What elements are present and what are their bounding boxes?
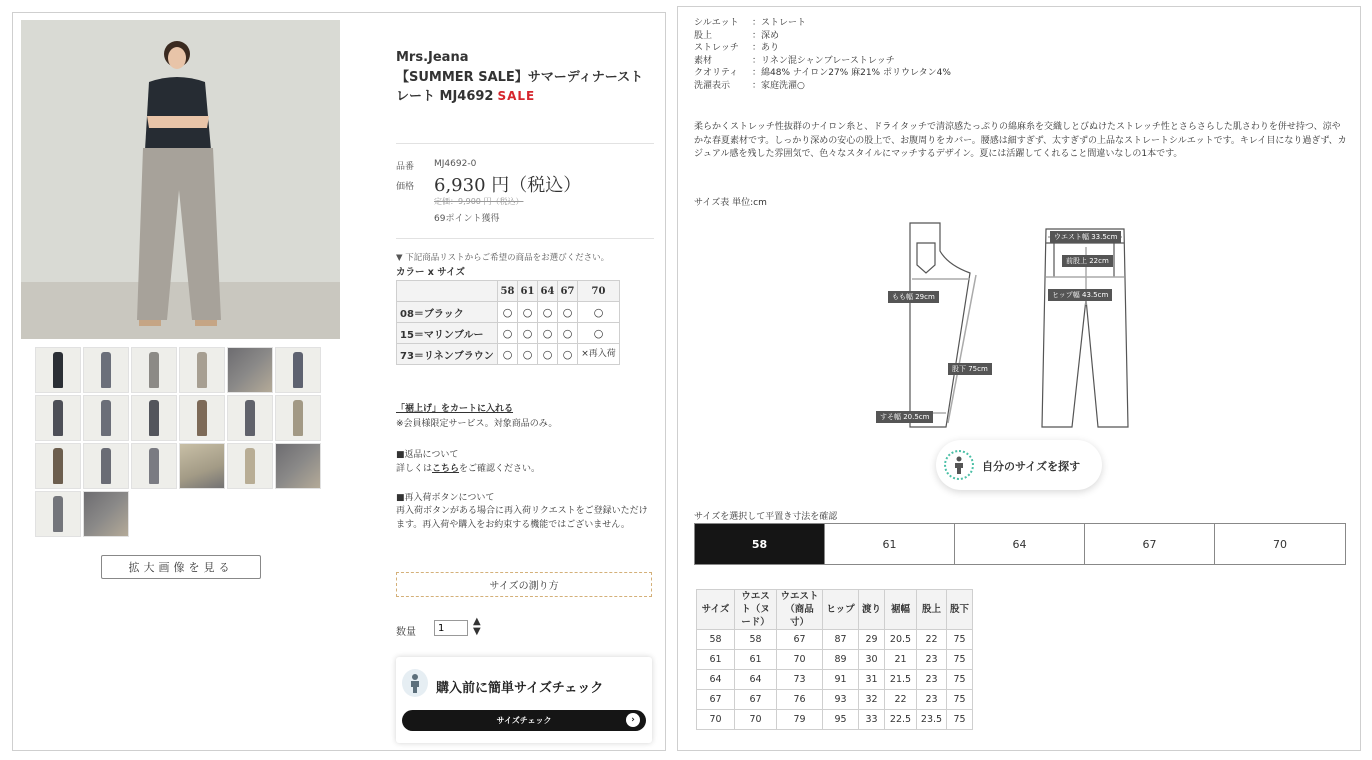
price: 6,930 円（税込） [434, 175, 582, 196]
find-my-size-label: 自分のサイズを探す [982, 460, 1081, 473]
table-cell: 21.5 [885, 670, 917, 690]
table-cell: 20.5 [885, 630, 917, 650]
table-cell: 73 [777, 670, 823, 690]
thumbnail-figure [245, 400, 255, 436]
table-cell: 95 [823, 710, 859, 730]
table-cell: 61 [697, 650, 735, 670]
spec-value: ：ストレート [752, 18, 807, 28]
stock-option[interactable]: ○ [498, 323, 518, 344]
spec-row [694, 42, 951, 55]
size-guide-button[interactable]: サイズの測り方 [396, 572, 652, 597]
divider [396, 143, 654, 144]
find-my-size-button[interactable] [936, 440, 1102, 490]
thumbnail-grid [35, 347, 325, 537]
person-icon [402, 669, 428, 697]
table-cell: 75 [947, 670, 973, 690]
stock-option[interactable]: ○ [578, 302, 620, 323]
size-tabs [694, 523, 1346, 565]
size-table [696, 589, 973, 730]
thumbnail[interactable] [35, 347, 81, 393]
matrix-row [397, 344, 620, 365]
sku-row [396, 159, 477, 172]
thumbnail[interactable] [275, 443, 321, 489]
spec-value: ：家庭洗濯○ [752, 80, 805, 91]
table-cell: 75 [947, 710, 973, 730]
thumbnail-figure [293, 400, 303, 436]
table-cell: 21 [885, 650, 917, 670]
table-cell: 89 [823, 650, 859, 670]
table-cell: 70 [697, 710, 735, 730]
spec-row [694, 80, 951, 93]
table-cell: 22 [917, 630, 947, 650]
size-table-header: 渡り [859, 590, 885, 630]
size-tab[interactable]: 64 [955, 524, 1085, 564]
size-tab[interactable]: 70 [1215, 524, 1345, 564]
hem-link[interactable]: 「裾上げ」をカートに入れる [396, 404, 514, 414]
table-cell: 67 [777, 630, 823, 650]
person-icon [944, 450, 974, 480]
stock-option[interactable]: ○ [558, 344, 578, 365]
spec-key: 素材 [694, 55, 713, 66]
sku-label: 品番 [396, 162, 415, 172]
table-cell: 64 [735, 670, 777, 690]
color-name: 08＝ブラック [397, 302, 498, 323]
size-check-card [396, 657, 652, 743]
thumbnail-figure [53, 352, 63, 388]
table-cell: 22.5 [885, 710, 917, 730]
size-check-label: サイズチェック [496, 716, 552, 725]
stock-matrix [396, 280, 620, 365]
thumbnail[interactable] [131, 443, 177, 489]
size-table-header: 股下 [947, 590, 973, 630]
diagram-label-inseam: 股下 75cm [948, 363, 992, 375]
spec-value: ：綿48% ナイロン27% 麻21% ポリウレタン4% [752, 68, 951, 78]
divider [396, 238, 654, 239]
thumbnail[interactable] [227, 347, 273, 393]
main-product-image[interactable] [21, 20, 340, 339]
matrix-size-header: 58 [498, 281, 518, 302]
diagram-label-front-rise: 前股上 22cm [1062, 255, 1113, 267]
diagram-label-waist: ウエスト幅 33.5cm [1050, 231, 1121, 243]
thumbnail-figure [53, 448, 63, 484]
stock-option[interactable]: ○ [558, 302, 578, 323]
chevron-right-icon: › [626, 713, 640, 727]
table-cell: 64 [697, 670, 735, 690]
stock-option[interactable]: ○ [518, 302, 538, 323]
table-cell: 33 [859, 710, 885, 730]
thumbnail-figure [101, 448, 111, 484]
table-cell: 79 [777, 710, 823, 730]
spec-row [694, 17, 951, 30]
table-cell: 61 [735, 650, 777, 670]
spec-value: ：あり [752, 43, 780, 53]
table-cell: 75 [947, 630, 973, 650]
table-cell: 23.5 [917, 710, 947, 730]
table-cell: 91 [823, 670, 859, 690]
spec-row [694, 67, 951, 80]
spec-value: ：深め [752, 30, 780, 41]
matrix-size-header: 61 [518, 281, 538, 302]
restock-button[interactable]: ×再入荷 [578, 344, 620, 365]
thumbnail[interactable] [35, 491, 81, 537]
diagram-label-hem: すそ幅 20.5cm [876, 411, 933, 423]
sku-value: MJ4692-0 [434, 159, 477, 169]
table-row [697, 690, 973, 710]
table-cell: 67 [735, 690, 777, 710]
spec-row [694, 30, 951, 43]
size-tab[interactable]: 61 [825, 524, 955, 564]
size-diagram [848, 217, 1148, 439]
table-cell: 75 [947, 650, 973, 670]
thumbnail[interactable] [227, 443, 273, 489]
table-cell: 32 [859, 690, 885, 710]
thumbnail-figure [245, 448, 255, 484]
table-row [697, 650, 973, 670]
spec-value: ：リネン混シャンブレーストレッチ [752, 55, 895, 66]
restock-text: 再入荷ボタンがある場合に再入荷リクエストをご登録いただけます。再入荷や購入をお約束する機能ではございません。 [396, 506, 648, 530]
size-check-button[interactable] [402, 710, 646, 731]
stock-option[interactable]: ○ [538, 323, 558, 344]
matrix-size-header: 64 [538, 281, 558, 302]
thumbnail-figure [53, 496, 63, 532]
table-cell: 58 [735, 630, 777, 650]
table-row [697, 710, 973, 730]
table-cell: 70 [777, 650, 823, 670]
table-cell: 87 [823, 630, 859, 650]
table-row [697, 670, 973, 690]
product-title-text: 【SUMMER SALE】サマーディナーストレート MJ4692 [396, 70, 644, 104]
thumbnail-figure [101, 352, 111, 388]
size-table-heading: サイズ表 単位:cm [694, 198, 767, 208]
thumbnail[interactable] [275, 347, 321, 393]
spec-key: 洗濯表示 [694, 80, 731, 91]
thumbnail-figure [149, 352, 159, 388]
color-name: 15＝マリンブルー [397, 323, 498, 344]
price-label: 価格 [396, 182, 415, 192]
size-table-header: 股上 [917, 590, 947, 630]
table-row [697, 630, 973, 650]
table-cell: 67 [697, 690, 735, 710]
matrix-row [397, 302, 620, 323]
table-cell: 93 [823, 690, 859, 710]
table-cell: 29 [859, 630, 885, 650]
thumbnail[interactable] [35, 443, 81, 489]
returns-title: ■返品について [396, 450, 459, 460]
select-note: ▼ 下記商品リストからご希望の商品をお選びください。 [396, 253, 610, 263]
size-tab[interactable]: 67 [1085, 524, 1215, 564]
matrix-size-header: 70 [578, 281, 620, 302]
color-name: 73＝リネンブラウン [397, 344, 498, 365]
size-select-note: サイズを選択して平置き寸法を確認 [694, 512, 838, 522]
points: 69ポイント獲得 [434, 214, 500, 224]
thumbnail[interactable] [83, 491, 129, 537]
spec-list [694, 17, 951, 92]
product-title [396, 68, 656, 106]
thumbnail-figure [197, 352, 207, 388]
zoom-image-button[interactable]: 拡大画像を見る [101, 555, 261, 579]
table-cell: 23 [917, 690, 947, 710]
stock-option[interactable]: ○ [498, 302, 518, 323]
thumbnail-figure [149, 448, 159, 484]
thumbnail[interactable] [179, 395, 225, 441]
spec-key: 股上 [694, 30, 713, 41]
original-price: 定価：9,900 円（税込） [434, 197, 524, 206]
stock-option[interactable]: ○ [538, 302, 558, 323]
sale-badge: SALE [497, 89, 536, 103]
qty-stepper[interactable]: ▲ ▼ [473, 616, 481, 637]
size-table-header: ウエスト（ヌード） [735, 590, 777, 630]
spec-row [694, 55, 951, 68]
restock-title: ■再入荷ボタンについて [396, 493, 495, 503]
thumbnail[interactable] [179, 443, 225, 489]
table-cell: 76 [777, 690, 823, 710]
returns-text: 詳しくはこちらをご確認ください。 [396, 464, 541, 474]
thumbnail-figure [149, 400, 159, 436]
table-cell: 58 [697, 630, 735, 650]
spec-key: シルエット [694, 18, 739, 28]
details-panel [677, 6, 1361, 751]
pants-diagram [848, 217, 1148, 439]
table-cell: 75 [947, 690, 973, 710]
size-tab[interactable]: 58 [695, 524, 825, 564]
thumbnail[interactable] [227, 395, 273, 441]
returns-link[interactable]: こちら [432, 464, 460, 474]
brand-name: Mrs.Jeana [396, 50, 469, 65]
qty-input[interactable] [434, 620, 468, 636]
table-cell: 30 [859, 650, 885, 670]
product-panel [12, 12, 666, 751]
size-table-header: 裾幅 [885, 590, 917, 630]
qty-label: 数量 [396, 627, 416, 638]
table-cell: 31 [859, 670, 885, 690]
thumbnail[interactable] [131, 395, 177, 441]
size-table-header: ウエスト（商品寸） [777, 590, 823, 630]
thumbnail[interactable] [179, 347, 225, 393]
table-cell: 23 [917, 650, 947, 670]
spec-key: ストレッチ [694, 43, 739, 53]
stock-option[interactable]: ○ [578, 323, 620, 344]
thumbnail[interactable] [275, 395, 321, 441]
stock-option[interactable]: ○ [518, 323, 538, 344]
table-cell: 70 [735, 710, 777, 730]
matrix-caption: カラー x サイズ [396, 267, 465, 278]
thumbnail[interactable] [83, 443, 129, 489]
spec-key: クオリティ [694, 68, 739, 78]
matrix-corner [397, 281, 498, 302]
thumbnail[interactable] [131, 347, 177, 393]
thumbnail-figure [101, 400, 111, 436]
thumbnail-figure [293, 352, 303, 388]
stock-option[interactable]: ○ [518, 344, 538, 365]
thumbnail-figure [197, 400, 207, 436]
diagram-label-thigh: もも幅 29cm [888, 291, 939, 303]
table-cell: 22 [885, 690, 917, 710]
matrix-size-header: 67 [558, 281, 578, 302]
description: 柔らかくストレッチ性抜群のナイロン糸と、ドライタッチで清涼感たっぷりの綿麻糸を交織しとびぬけたストレッチ性とさらさらした肌さわりを併せ持つ、涼やかな春夏素材です。しっかり深めの安心の股上で、お腹周りをカバー。腰感は細すぎず、太すぎずの上品なストレートシルエットです。キレイ目になり過ぎず、カジュアル感を残した雰囲気で、色々なスタイルにマッチするデザイン。夏には活躍してくれること間違いなしの1本です。 [694, 122, 1347, 159]
thumbnail[interactable] [83, 395, 129, 441]
stock-option[interactable]: ○ [538, 344, 558, 365]
diagram-label-hip: ヒップ幅 43.5cm [1048, 289, 1112, 301]
thumbnail[interactable] [83, 347, 129, 393]
size-check-title: 購入前に簡単サイズチェック [436, 681, 604, 696]
table-cell: 23 [917, 670, 947, 690]
thumbnail-figure [53, 400, 63, 436]
stock-option[interactable]: ○ [558, 323, 578, 344]
matrix-row [397, 323, 620, 344]
thumbnail[interactable] [35, 395, 81, 441]
size-table-header: サイズ [697, 590, 735, 630]
hem-note: ※会員様限定サービス。対象商品のみ。 [396, 419, 558, 429]
stock-option[interactable]: ○ [498, 344, 518, 365]
size-table-header: ヒップ [823, 590, 859, 630]
